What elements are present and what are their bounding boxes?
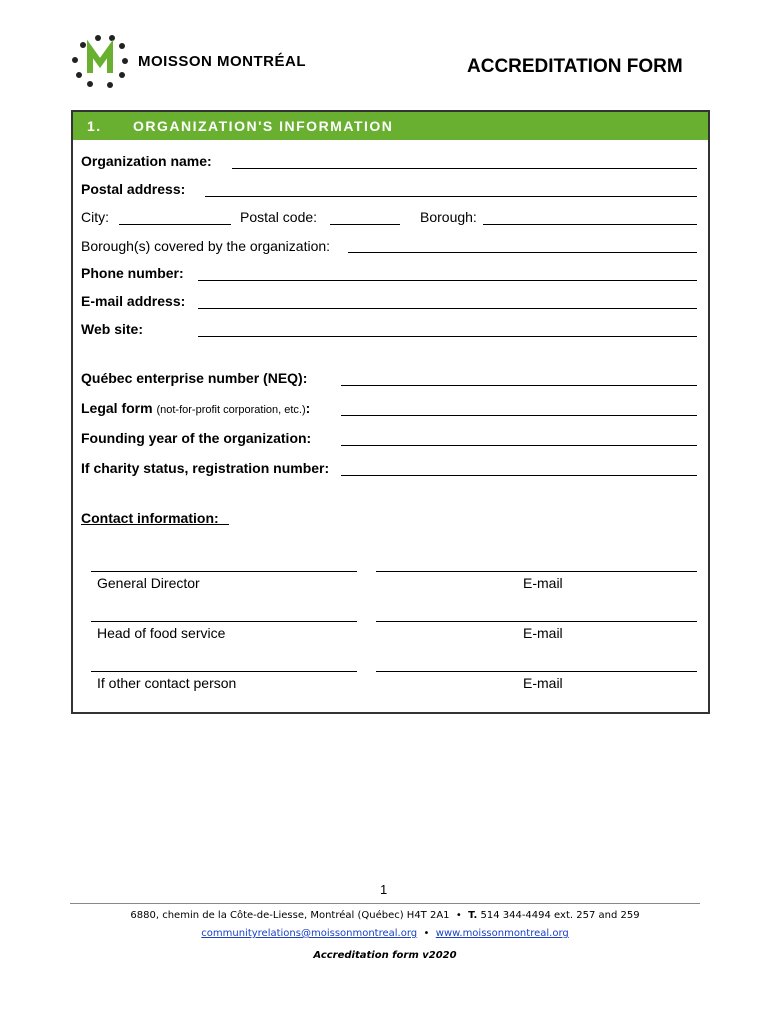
contact-heading: Contact information: [81, 510, 219, 526]
neq-field[interactable] [341, 385, 697, 386]
org-name-field[interactable] [232, 168, 697, 169]
footer-address-line: 6880, chemin de la Côte-de-Liesse, Montréal (Québec) H4T 2A1 • T. 514 344-4494 ext. 257 and 259 [130, 910, 640, 921]
footer-website-link[interactable]: www.moissonmontreal.org [435, 928, 569, 939]
legal-form-label [81, 400, 310, 416]
footer-email-link[interactable]: communityrelations@moissonmontreal.org [201, 928, 418, 939]
founding-year-field[interactable] [341, 445, 697, 446]
phone-label: Phone number: [81, 265, 184, 281]
footer-phone: 514 344-4494 ext. 257 and 259 [480, 910, 640, 921]
footer-divider [70, 903, 700, 904]
city-field[interactable] [119, 224, 231, 225]
other-contact-email-field[interactable] [376, 671, 697, 672]
borough-field[interactable] [483, 224, 697, 225]
section-title: ORGANIZATION'S INFORMATION [133, 118, 394, 134]
postal-code-label: Postal code: [240, 209, 318, 225]
charity-label: If charity status, registration number: [81, 460, 330, 476]
general-director-field[interactable] [91, 571, 357, 572]
borough-label: Borough: [420, 209, 477, 225]
footer-links-line: communityrelations@moissonmontreal.org • www.moissonmontreal.org [201, 928, 569, 939]
postal-address-label: Postal address: [81, 181, 186, 197]
section-header [73, 112, 708, 140]
footer-phone-label: T. [468, 910, 478, 921]
legal-form-text: Legal form [81, 400, 153, 416]
general-director-label: General Director [97, 575, 200, 591]
boroughs-covered-field[interactable] [348, 252, 697, 253]
general-director-email-field[interactable] [376, 571, 697, 572]
head-food-service-email-field[interactable] [376, 621, 697, 622]
head-food-service-email-label: E-mail [523, 625, 563, 641]
other-contact-label: If other contact person [97, 675, 237, 691]
footer-version: Accreditation form v2020 [313, 950, 457, 961]
moisson-montreal-logo [70, 33, 310, 93]
other-contact-email-label: E-mail [523, 675, 563, 691]
city-label: City: [81, 209, 109, 225]
section-number: 1. [87, 118, 102, 134]
organization-info-section [71, 110, 710, 714]
logo-text: MOISSON MONTRÉAL [138, 53, 306, 70]
footer-address: 6880, chemin de la Côte-de-Liesse, Montréal (Québec) H4T 2A1 [130, 910, 450, 921]
founding-year-label: Founding year of the organization: [81, 430, 312, 446]
email-label: E-mail address: [81, 293, 186, 309]
contact-heading-underline [213, 524, 229, 525]
website-label: Web site: [81, 321, 143, 337]
postal-code-field[interactable] [330, 224, 400, 225]
page-number: 1 [380, 882, 388, 897]
legal-form-field[interactable] [341, 415, 697, 416]
postal-address-field[interactable] [205, 196, 697, 197]
boroughs-covered-label: Borough(s) covered by the organization: [81, 238, 331, 254]
legal-form-hint: (not-for-profit corporation, etc.) [156, 404, 306, 416]
org-name-label: Organization name: [81, 153, 212, 169]
other-contact-field[interactable] [91, 671, 357, 672]
charity-field[interactable] [341, 475, 697, 476]
phone-field[interactable] [198, 280, 697, 281]
head-food-service-field[interactable] [91, 621, 357, 622]
website-field[interactable] [198, 336, 697, 337]
head-food-service-label: Head of food service [97, 625, 226, 641]
logo-mark-icon [70, 33, 136, 93]
email-field[interactable] [198, 308, 697, 309]
neq-label: Québec enterprise number (NEQ): [81, 370, 308, 386]
general-director-email-label: E-mail [523, 575, 563, 591]
legal-form-colon: : [305, 400, 311, 416]
form-title: ACCREDITATION FORM [467, 56, 683, 77]
